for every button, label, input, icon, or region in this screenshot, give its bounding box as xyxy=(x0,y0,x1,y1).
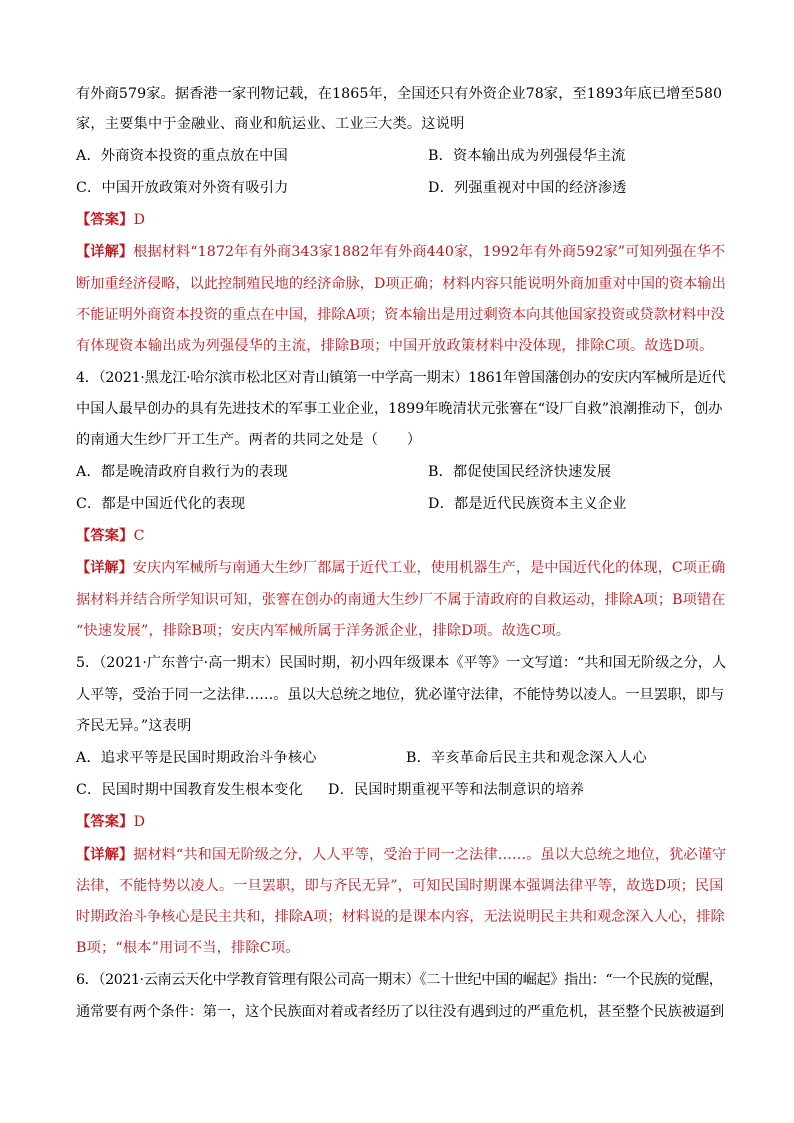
q5-detail-line-1 xyxy=(76,845,726,865)
detail-text: 安庆内军械所与南通大生纱厂都属于近代工业，使用机器生产，是中国近代化的体现，C项正确 xyxy=(132,560,726,576)
q3-option-d: D．列强重视对中国的经济渗透 xyxy=(428,180,627,196)
q3-detail-line-3: 不能证明外商资本投资的重点在中国，排除A项；资本输出是用过剩资本向其他国家投资或贷款材料中没 xyxy=(76,307,725,323)
answer-value: C xyxy=(133,528,145,544)
q6-stem-line-2: 通常要有两个条件：第一，这个民族面对着或者经历了以往没有遇到过的严重危机，甚至整个民族被逼到 xyxy=(76,1004,725,1020)
q5-option-a: A．追求平等是民国时期政治斗争核心 xyxy=(76,750,317,766)
q4-options-row-2 xyxy=(76,494,726,514)
answer-tag: 【答案】 xyxy=(76,528,134,544)
detail-text: 根据材料“1872年有外商343家1882年有外商440家，1992年有外商592家”可知列强在华不 xyxy=(133,244,726,260)
q4-detail-line-2: 据材料并结合所学知识可知，张謇在创办的南通大生纱厂不属于清政府的自救运动，排除A项；B项错在 xyxy=(76,592,726,608)
q3-detail-line-2: 断加重经济侵略，以此控制殖民地的经济命脉，D项正确；材料内容只能说明外商加重对中国的资本输出 xyxy=(76,276,726,292)
q5-option-d: D．民国时期重视平等和法制意识的培养 xyxy=(328,782,585,798)
q4-detail-line-1 xyxy=(76,558,726,578)
q3-option-a: A．外商资本投资的重点放在中国 xyxy=(76,148,288,164)
q4-option-d: D．都是近代民族资本主义企业 xyxy=(428,496,627,512)
q5-answer xyxy=(76,812,726,832)
q5-stem-line-1: 5．（2021·广东普宁·高一期末）民国时期，初小四年级课本《平等》一文写道：“共和国无阶级之分，人 xyxy=(76,655,727,671)
detail-tag: 【详解】 xyxy=(76,244,134,260)
q5-option-c: C．民国时期中国教育发生根本变化 xyxy=(76,782,303,798)
q3-detail-line-4: 有体现资本输出成为列强侵华的主流，排除B项；中国开放政策材料中没体现，排除C项。故选D项。 xyxy=(76,338,714,354)
q5-detail-line-3: 时期政治斗争核心是民主共和，排除A项；材料说的是课本内容，无法说明民主共和观念深入人心，排除 xyxy=(76,909,725,925)
q3-stem-line-1: 有外商579家。据香港一家刊物记载，在1865年，全国还只有外资企业78家，至1893年底已增至580 xyxy=(76,86,723,102)
q4-option-b: B．都促使国民经济快速发展 xyxy=(428,464,612,480)
detail-text: 据材料“共和国无阶级之分，人人平等，受治于同一之法律……。虽以大总统之地位，犹必谨守 xyxy=(133,847,727,863)
q3-option-b: B．资本输出成为列强侵华主流 xyxy=(428,148,626,164)
q4-option-a: A．都是晚清政府自救行为的表现 xyxy=(76,464,288,480)
q6-stem-line-1: 6．（2021·云南云天化中学教育管理有限公司高一期末）《二十世纪中国的崛起》指出：“一个民族的觉醒， xyxy=(76,972,723,988)
q4-option-c: C．都是中国近代化的表现 xyxy=(76,496,246,512)
q3-answer xyxy=(76,210,726,230)
q3-option-c: C．中国开放政策对外资有吸引力 xyxy=(76,180,289,196)
answer-value: D xyxy=(133,212,146,228)
q5-detail-line-2: 法律，不能恃势以凌人。一旦罢职，即与齐民无异”，可知民国时期课本强调法律平等，故选D项；民国 xyxy=(76,878,724,894)
q5-stem-line-3: 齐民无异。”这表明 xyxy=(76,718,192,734)
q5-option-b: B．辛亥革命后民主共和观念深入人心 xyxy=(406,750,647,766)
detail-tag: 【详解】 xyxy=(76,560,133,576)
q4-stem-line-1: 4．（2021·黑龙江·哈尔滨市松北区对青山镇第一中学高一期末）1861年曾国藩创办的安庆内军械所是近代 xyxy=(76,370,726,386)
q5-detail-line-4: B项；“根本”用词不当，排除C项。 xyxy=(76,940,300,956)
answer-value: D xyxy=(133,814,146,830)
answer-tag: 【答案】 xyxy=(76,814,134,830)
q3-options-row-2 xyxy=(76,178,726,198)
q5-options-row-2 xyxy=(76,780,726,800)
q4-stem-line-2: 中国人最早创办的具有先进技术的军事工业企业，1899年晚清状元张謇在“设厂自救”浪潮推动下，创办 xyxy=(76,401,723,417)
q3-detail-line-1 xyxy=(76,242,726,262)
q4-stem-line-3: 的南通大生纱厂开工生产。两者的共同之处是（ ） xyxy=(76,432,422,448)
answer-tag: 【答案】 xyxy=(76,212,134,228)
q4-detail-line-3: “快速发展”，排除B项；安庆内军械所属于洋务派企业，排除D项。故选C项。 xyxy=(76,623,571,639)
q3-stem-line-2: 家，主要集中于金融业、商业和航运业、工业三大类。这说明 xyxy=(76,116,465,132)
q3-options-row-1 xyxy=(76,146,726,166)
q5-options-row-1 xyxy=(76,748,726,768)
q4-options-row-1 xyxy=(76,462,726,482)
q4-answer xyxy=(76,526,726,546)
q5-stem-line-2: 人平等，受治于同一之法律……。虽以大总统之地位，犹必谨守法律，不能恃势以凌人。一旦罢职，即与 xyxy=(76,687,725,703)
detail-tag: 【详解】 xyxy=(76,847,134,863)
